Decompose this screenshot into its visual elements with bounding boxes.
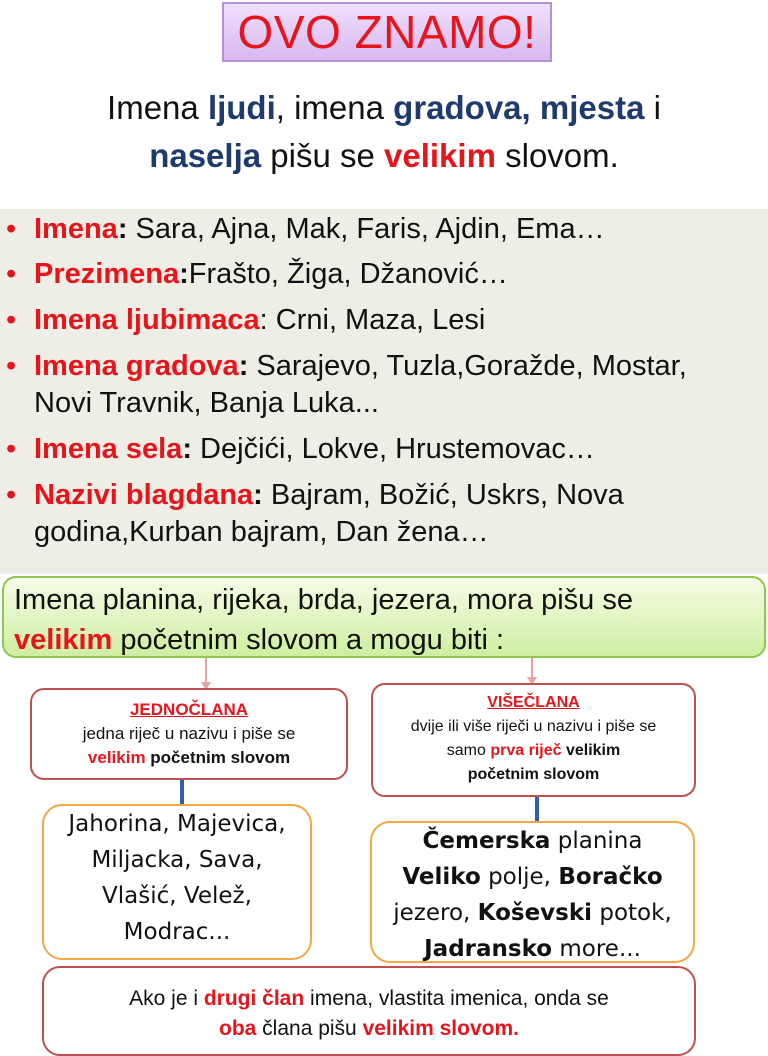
single-desc-line2 bbox=[32, 746, 346, 770]
example-text: polje, bbox=[480, 864, 559, 890]
bottom-red: oba bbox=[219, 1017, 257, 1040]
example-bold: Koševski bbox=[477, 900, 593, 926]
multi-desc: dvije ili više riječi u nazivu i piše se bbox=[410, 718, 657, 735]
intro-part: Imena bbox=[107, 89, 208, 126]
rule-label: Imena ljubimaca bbox=[34, 304, 260, 336]
rule-text: Sarajevo, Tuzla,Goražde, Mostar, Novi Travnik, Banja Luka... bbox=[34, 350, 687, 419]
rule-item-sela bbox=[6, 431, 751, 468]
rule-item-imena bbox=[6, 211, 751, 248]
rule-item-blagdani bbox=[6, 477, 751, 551]
rule-text: Dejčići, Lokve, Hrustemovac… bbox=[192, 433, 595, 465]
intro-keyword-gradova: gradova bbox=[393, 89, 522, 126]
bottom-red: drugi član bbox=[203, 987, 305, 1010]
intro-part: slovom. bbox=[495, 137, 619, 174]
connector-right bbox=[535, 797, 539, 821]
intro-part: i bbox=[644, 89, 661, 126]
example-text: planina bbox=[550, 828, 643, 854]
arrow-left-line bbox=[205, 658, 207, 684]
rule-label: Imena gradova bbox=[34, 350, 239, 382]
note-line1: Imena planina, rijeka, brda, jezera, mora pišu se bbox=[14, 584, 633, 616]
intro-text bbox=[30, 84, 738, 180]
single-heading: JEDNOČLANA bbox=[129, 700, 249, 719]
intro-part: , imena bbox=[275, 89, 394, 126]
connector-left bbox=[180, 780, 184, 804]
example-bold: Jadransko bbox=[424, 936, 553, 962]
single-example-line: Jahorina, Majevica, bbox=[68, 811, 286, 837]
single-example-line: Vlašić, Velež, bbox=[102, 883, 252, 909]
bottom-note-box bbox=[42, 966, 696, 1056]
multi-pre: samo bbox=[446, 742, 491, 759]
single-word-box bbox=[30, 688, 348, 780]
example-text: jezero, bbox=[393, 900, 478, 926]
rule-sep: : bbox=[117, 213, 128, 245]
bottom-line1 bbox=[44, 984, 694, 1014]
intro-keyword-velikim: velikim bbox=[384, 137, 496, 174]
multi-bold: velikim početnim slovom bbox=[467, 742, 621, 783]
rule-item-prezimena bbox=[6, 256, 751, 293]
multi-example-line bbox=[372, 895, 693, 931]
single-desc: jedna riječ u nazivu i piše se bbox=[82, 724, 296, 743]
single-example-line: Modrac... bbox=[123, 919, 231, 945]
single-examples-box bbox=[42, 804, 312, 960]
page-title: OVO ZNAMO! bbox=[237, 6, 537, 58]
intro-keyword-ljudi: ljudi bbox=[207, 89, 276, 126]
bottom-text: imena, vlastita imenica, onda se bbox=[304, 987, 609, 1010]
rule-text: : Crni, Maza, Lesi bbox=[259, 304, 486, 336]
bottom-text: člana pišu bbox=[256, 1017, 363, 1040]
rule-item-gradovi bbox=[6, 348, 751, 422]
rules-list bbox=[6, 211, 751, 560]
rule-sep: : bbox=[182, 433, 192, 465]
single-example-line: Miljacka, Sava, bbox=[91, 847, 263, 873]
rule-label: Prezimena bbox=[34, 258, 180, 290]
rule-item-ljubimci bbox=[6, 302, 751, 339]
single-red: velikim bbox=[87, 748, 146, 767]
rule-text: Sara, Ajna, Mak, Faris, Ajdin, Ema… bbox=[127, 213, 605, 245]
rule-sep: : bbox=[179, 258, 189, 290]
rules-panel bbox=[0, 209, 768, 574]
intro-keyword-naselja: naselja bbox=[149, 137, 262, 174]
rule-label: Imena bbox=[34, 213, 118, 245]
rule-sep: : bbox=[238, 350, 249, 382]
example-text: potok, bbox=[592, 900, 672, 926]
bottom-line2 bbox=[44, 1014, 694, 1044]
intro-part: , bbox=[521, 89, 540, 126]
rule-label: Imena sela bbox=[34, 433, 183, 465]
note-line2: početnim slovom a mogu biti : bbox=[112, 624, 505, 656]
rule-label: Nazivi blagdana bbox=[34, 479, 254, 511]
single-bold: početnim slovom bbox=[145, 748, 291, 767]
note-keyword: velikim bbox=[14, 624, 113, 656]
multi-word-box bbox=[371, 683, 696, 797]
multi-example-line bbox=[372, 823, 693, 859]
multi-desc-line2 bbox=[373, 739, 694, 787]
note-box bbox=[2, 576, 766, 658]
multi-example-line bbox=[372, 931, 693, 967]
intro-keyword-mjesta: mjesta bbox=[539, 89, 645, 126]
example-bold: Boračko bbox=[558, 864, 663, 890]
rule-text: Bajram, Božić, Uskrs, Nova godina,Kurban bajram, Dan žena… bbox=[34, 479, 624, 548]
bottom-text: Ako je i bbox=[129, 987, 204, 1010]
example-text: more... bbox=[552, 936, 641, 962]
title-banner bbox=[222, 2, 552, 62]
multi-heading: VIŠEČLANA bbox=[487, 694, 580, 711]
bottom-red: velikim slovom. bbox=[362, 1017, 519, 1040]
multi-example-line bbox=[372, 859, 693, 895]
multi-red: prva riječ bbox=[490, 742, 562, 759]
intro-part: pišu se bbox=[261, 137, 385, 174]
example-bold: Čemerska bbox=[422, 828, 551, 854]
rule-sep: : bbox=[253, 479, 263, 511]
rule-text: Frašto, Žiga, Džanović… bbox=[188, 258, 508, 290]
example-bold: Veliko bbox=[402, 864, 481, 890]
multi-examples-box bbox=[370, 821, 695, 963]
